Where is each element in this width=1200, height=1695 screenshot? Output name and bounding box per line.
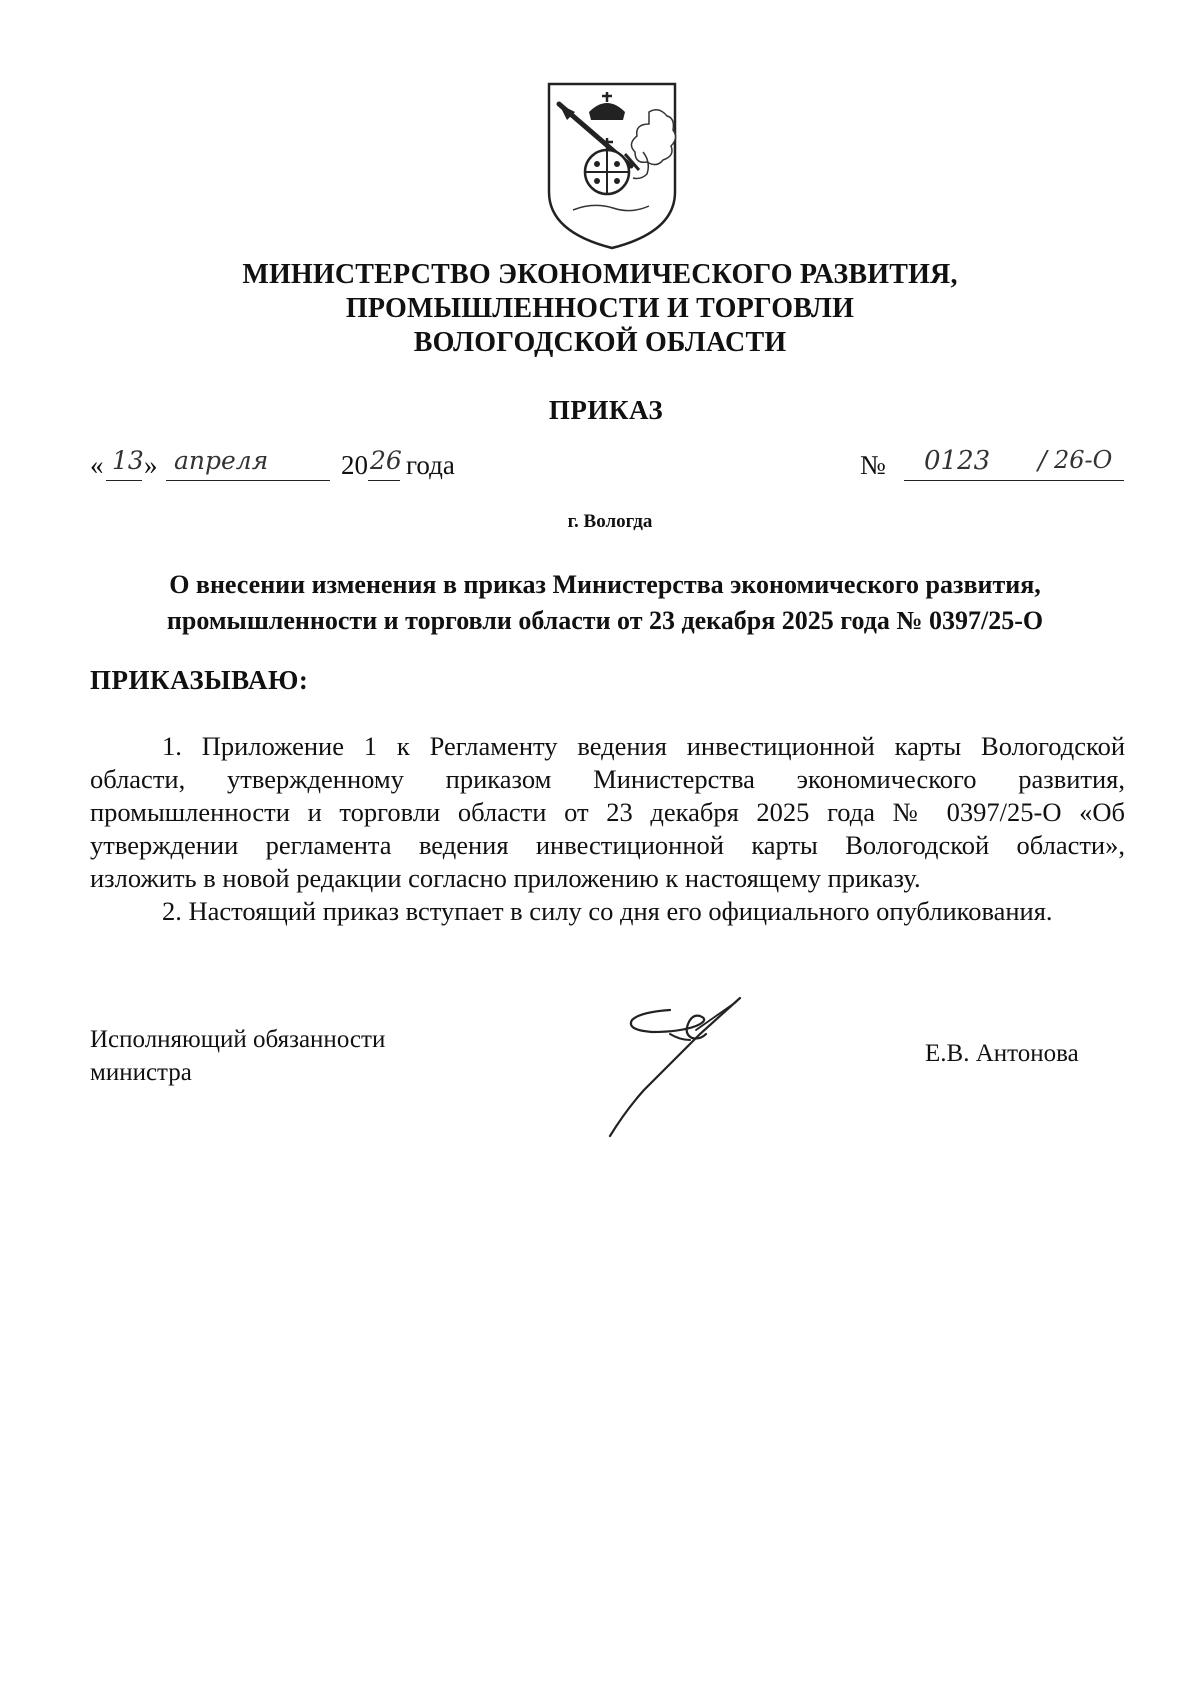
date-open-quote: « — [90, 450, 104, 480]
date-year-prefix: 20 — [341, 450, 368, 480]
paragraph-1-line4: утверждении регламента ведения инвестиционной карты Вологодской области», — [90, 830, 1125, 860]
number-part1-field — [904, 446, 1034, 481]
paragraph-1-line1: 1. Приложение 1 к Регламенту ведения инвестиционной карты Вологодской — [162, 731, 1125, 761]
paragraph-2 — [90, 895, 1125, 928]
order-subject-line1: О внесении изменения в приказ Министерства экономического развития, — [169, 570, 1041, 599]
handwritten-signature-icon — [600, 990, 820, 1160]
number-part2: 26-О — [1054, 446, 1113, 474]
date-year-word: года — [406, 450, 455, 480]
number-part2-field — [1034, 446, 1124, 481]
paragraph-1-line3: промышленности и торговли области от 23 декабря 2025 года № 0397/25-О «Об — [90, 797, 1125, 827]
city-name: г. Вологда — [567, 511, 653, 532]
coat-of-arms-icon — [545, 82, 679, 250]
signatory-title-line1: Исполняющий обязанности — [90, 1026, 386, 1053]
order-directive-heading: ПРИКАЗЫВАЮ: — [90, 665, 309, 695]
paragraph-1 — [90, 730, 1125, 895]
date-month: апреля — [174, 446, 269, 475]
date-day: 13 — [112, 446, 144, 475]
date-day-field — [106, 446, 144, 481]
order-subject-line2: промышленности и торговли области от 23 декабря 2025 года № 0397/25-О — [166, 606, 1044, 635]
paragraph-1-line2: области, утвержденному приказом Министерства экономического развития, — [90, 764, 1125, 794]
signatory-title — [90, 1023, 385, 1089]
ministry-name-line2: ПРОМЫШЛЕННОСТИ И ТОРГОВЛИ — [345, 293, 855, 324]
number-part1: 0123 — [924, 446, 991, 476]
ministry-name-line1: МИНИСТЕРСТВО ЭКОНОМИЧЕСКОГО РАЗВИТИЯ, — [242, 259, 958, 290]
date-close-quote: » — [144, 450, 158, 480]
document-type-title: ПРИКАЗ — [548, 395, 664, 425]
date-year-field — [368, 446, 402, 481]
number-sign: № — [860, 450, 886, 480]
paragraph-2-line1: 2. Настоящий приказ вступает в силу со дня его официального опубликования. — [162, 896, 1053, 926]
paragraph-1-line5: изложить в новой редакции согласно приложению к настоящему приказу. — [90, 863, 921, 893]
date-month-field — [166, 446, 330, 481]
number-separator: / — [1038, 446, 1047, 476]
signatory-title-line2: министра — [90, 1059, 192, 1086]
date-year-suffix: 26 — [370, 446, 402, 475]
signatory-name: Е.В. Антонова — [925, 1040, 1079, 1067]
ministry-name-line3: ВОЛОГОДСКОЙ ОБЛАСТИ — [413, 327, 787, 358]
